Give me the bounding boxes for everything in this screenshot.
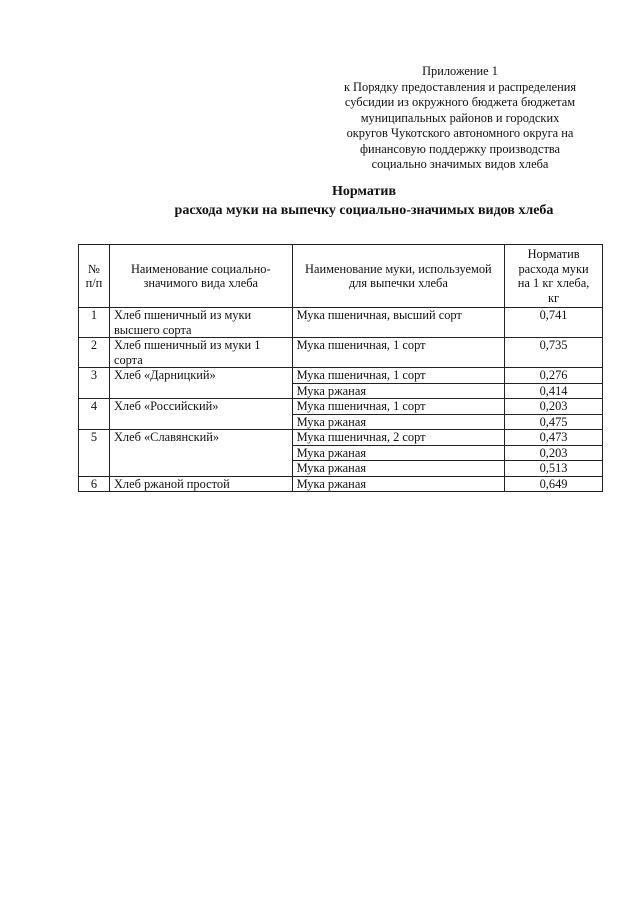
flour-name: Мука ржаная <box>292 414 505 430</box>
bread-name: Хлеб «Дарницкий» <box>109 368 292 399</box>
flour-name: Мука ржаная <box>292 476 505 492</box>
norm-value: 0,741 <box>505 308 603 338</box>
row-number: 5 <box>79 430 110 477</box>
norm-value: 0,414 <box>505 383 603 399</box>
appendix-note <box>320 64 600 173</box>
appendix-line: муниципальных районов и городских <box>360 110 560 125</box>
flour-name: Мука пшеничная, 1 сорт <box>292 368 505 384</box>
row-number: 4 <box>79 399 110 430</box>
flour-name: Мука ржаная <box>292 383 505 399</box>
table-row <box>79 399 603 415</box>
norm-value: 0,473 <box>505 430 603 446</box>
flour-name: Мука пшеничная, 2 сорт <box>292 430 505 446</box>
header-flour-name: Наименование муки, используемой для выпечки хлеба <box>292 245 505 308</box>
bread-name: Хлеб пшеничный из муки 1 сорта <box>109 338 292 368</box>
row-number: 3 <box>79 368 110 399</box>
bread-name: Хлеб ржаной простой <box>109 476 292 492</box>
appendix-line: округов Чукотского автономного округа на <box>346 126 574 140</box>
row-number: 6 <box>79 476 110 492</box>
title-line-1: Норматив <box>331 184 397 199</box>
table-row <box>79 430 603 446</box>
title-line-2: расхода муки на выпечку социально-значимых видов хлеба <box>174 203 554 218</box>
appendix-line: Приложение 1 <box>422 64 498 78</box>
bread-name: Хлеб «Российский» <box>109 399 292 430</box>
bread-name: Хлеб пшеничный из муки высшего сорта <box>109 308 292 338</box>
table-row <box>79 338 603 368</box>
norm-value: 0,649 <box>505 476 603 492</box>
norm-value: 0,203 <box>505 399 603 415</box>
header-norm: Норматив расхода муки на 1 кг хлеба, кг <box>505 245 603 308</box>
norm-value: 0,735 <box>505 338 603 368</box>
flour-name: Мука ржаная <box>292 445 505 461</box>
norm-value: 0,203 <box>505 445 603 461</box>
table-row <box>79 476 603 492</box>
row-number: 2 <box>79 338 110 368</box>
header-number: № п/п <box>79 245 110 308</box>
flour-name: Мука пшеничная, 1 сорт <box>292 399 505 415</box>
norm-value: 0,513 <box>505 461 603 477</box>
header-bread-name: Наименование социально- значимого вида хлеба <box>109 245 292 308</box>
table-header-row <box>79 245 603 308</box>
flour-name: Мука ржаная <box>292 461 505 477</box>
appendix-line: субсидии из окружного бюджета бюджетам <box>344 95 576 109</box>
flour-name: Мука пшеничная, 1 сорт <box>292 338 505 368</box>
appendix-line: социально значимых видов хлеба <box>371 157 549 171</box>
norm-value: 0,276 <box>505 368 603 384</box>
table-row <box>79 368 603 384</box>
appendix-line: финансовую поддержку производства <box>359 141 561 156</box>
document-title <box>0 182 640 220</box>
flour-norms-table <box>78 244 603 492</box>
bread-name: Хлеб «Славянский» <box>109 430 292 477</box>
row-number: 1 <box>79 308 110 338</box>
table-row <box>79 308 603 338</box>
norm-value: 0,475 <box>505 414 603 430</box>
appendix-line: к Порядку предоставления и распределения <box>343 79 577 94</box>
flour-name: Мука пшеничная, высший сорт <box>292 308 505 338</box>
